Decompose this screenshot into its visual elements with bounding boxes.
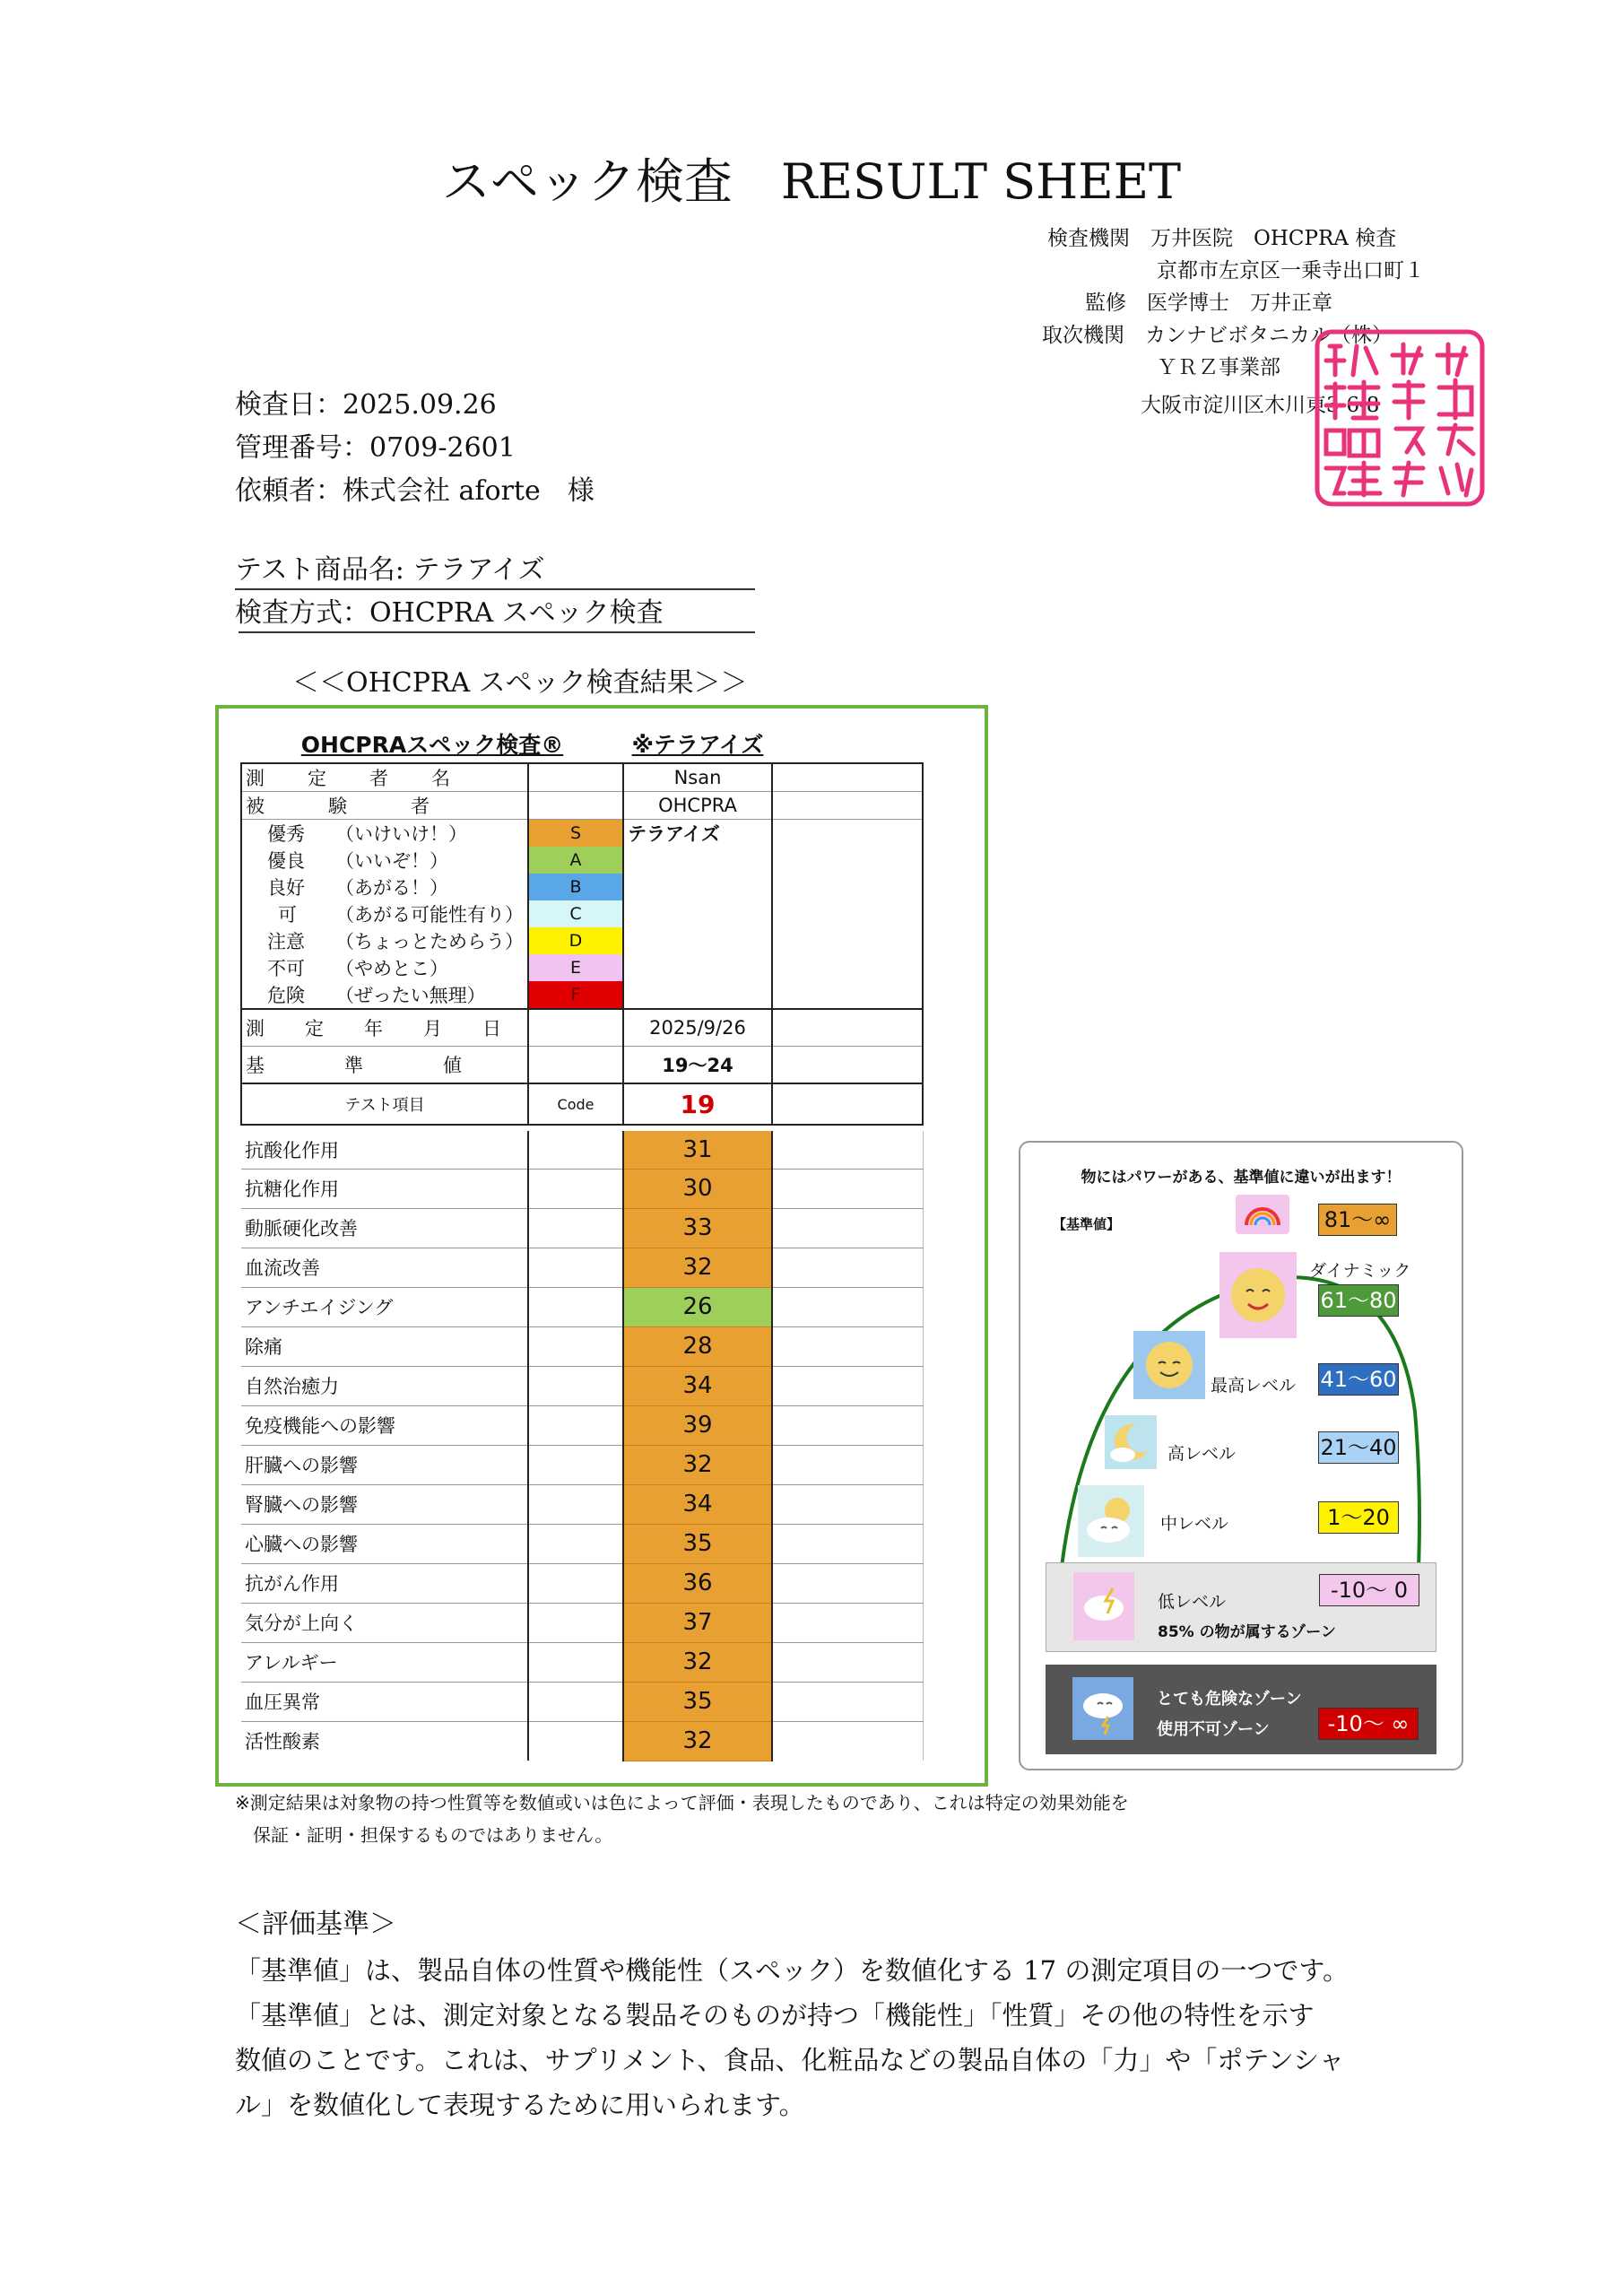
- item-name: アンチエイジング: [241, 1287, 528, 1326]
- item-name: 肝臓への影響: [241, 1445, 528, 1484]
- level-label: 最高レベル: [1211, 1376, 1297, 1396]
- criteria-line: 「基準値」とは、測定対象となる製品そのものが持つ「機能性」「性質」その他の特性を示す: [235, 2000, 1315, 2031]
- page-title: スペック検査 RESULT SHEET: [441, 153, 1182, 210]
- table-row: [241, 1208, 923, 1248]
- criteria-line: 数値のことです。これは、サプリメント、食品、化粧品などの製品自体の「力」や「ポテンシャ: [235, 2045, 1345, 2075]
- table-row: [241, 1484, 923, 1524]
- item-value: 32: [623, 1445, 772, 1484]
- item-value: 32: [623, 1642, 772, 1682]
- grade-name: 不可: [267, 958, 305, 979]
- grade-name: 危険: [267, 985, 305, 1006]
- item-value: 26: [623, 1287, 772, 1326]
- table-row: [241, 1326, 923, 1366]
- grade-desc: （ぜったい無理）: [335, 985, 486, 1006]
- table-row: [241, 1248, 923, 1287]
- table-row: [241, 1603, 923, 1642]
- grade-desc: （いけいけ！）: [335, 823, 467, 845]
- low-zone-note: 85% の物が属するゾーン: [1158, 1623, 1336, 1641]
- client-name: 依頼者：株式会社 aforte 様: [235, 475, 595, 507]
- item-value: 28: [623, 1326, 772, 1366]
- sun-face-icon: [1219, 1252, 1297, 1338]
- danger-zone: [1046, 1665, 1436, 1754]
- item-value: 32: [623, 1248, 772, 1287]
- grade-code-a: A: [528, 847, 623, 874]
- chart-standard-label: 【基準値】: [1053, 1216, 1121, 1232]
- subject-label: 被 験 者: [241, 792, 528, 820]
- item-name: 活性酸素: [245, 1731, 320, 1753]
- table-header-right: ※テラアイズ: [623, 725, 772, 763]
- range-box: 81〜∞: [1318, 1204, 1397, 1236]
- org-division-address: 大阪市淀川区木川東3-6-8: [1141, 394, 1380, 417]
- table-row: [241, 1721, 923, 1761]
- section-title: ＜＜OHCPRA スペック検査結果＞＞: [292, 667, 748, 699]
- grade-desc: （あがる可能性有り）: [335, 904, 524, 926]
- standard-value: 19〜24: [623, 1047, 772, 1084]
- criteria-line: ル」を数値化して表現するために用いられます。: [235, 2090, 805, 2120]
- product-name: テスト商品名: テラアイズ: [235, 554, 545, 586]
- item-name: 自然治癒力: [241, 1366, 528, 1405]
- criteria-title: ＜評価基準＞: [235, 1909, 396, 1940]
- org-supervisor-value: 医学博士 万井正章: [1147, 291, 1332, 315]
- grade-desc: （やめとこ）: [335, 958, 448, 979]
- criteria-body: [235, 1948, 1481, 2127]
- grade-row: [241, 847, 923, 874]
- date-value: 2025/9/26: [623, 1009, 772, 1047]
- item-value: 32: [623, 1721, 772, 1761]
- table-row: [241, 1445, 923, 1484]
- grade-row: [241, 954, 923, 981]
- item-name: 免疫機能への影響: [241, 1405, 528, 1445]
- measurer-label: 測 定 者 名: [241, 763, 528, 792]
- cloud-sun-icon: [1078, 1485, 1144, 1557]
- grade-name: 可: [278, 904, 297, 926]
- grade-code-b: B: [528, 874, 623, 900]
- range-box: 61〜80: [1318, 1284, 1399, 1317]
- item-name: 抗酸化作用: [241, 1131, 528, 1169]
- range-box: 21〜40: [1318, 1431, 1399, 1464]
- grade-name: 優良: [267, 850, 305, 872]
- level-label: ダイナミック: [1309, 1261, 1411, 1281]
- item-value: 33: [623, 1208, 772, 1248]
- criteria-line: 「基準値」は、製品自体の性質や機能性（スペック）を数値化する 17 の測定項目の一つです。: [235, 1955, 1350, 1986]
- table-row: [241, 1131, 923, 1169]
- company-seal-stamp: [1314, 328, 1486, 508]
- grade-row: [241, 874, 923, 900]
- item-value: 39: [623, 1405, 772, 1445]
- grade-desc: （あがる！）: [335, 877, 448, 899]
- low-zone: [1046, 1562, 1436, 1652]
- level-label: 高レベル: [1167, 1444, 1237, 1464]
- grade-row: [241, 981, 923, 1009]
- product-name-cell: テラアイズ: [623, 820, 772, 848]
- danger-note: 使用不可ゾーン: [1157, 1720, 1270, 1739]
- org-agency-value: カンナビボタニカル（株）: [1145, 324, 1393, 347]
- inspection-method: 検査方式：OHCPRA スペック検査: [235, 597, 664, 629]
- grade-code-d: D: [528, 927, 623, 954]
- rainbow-icon: [1236, 1195, 1289, 1234]
- grade-name: 注意: [267, 931, 305, 952]
- range-box: 41〜60: [1318, 1363, 1399, 1396]
- smiling-sun-icon: [1133, 1331, 1205, 1399]
- item-name: アレルギー: [241, 1642, 528, 1682]
- grade-code-f: F: [528, 981, 623, 1009]
- org-address: 京都市左京区一乗寺出口町１: [1157, 259, 1425, 283]
- item-name: 除痛: [241, 1326, 528, 1366]
- item-value: 35: [623, 1682, 772, 1721]
- divider: [239, 631, 755, 633]
- date-label: 測 定 年 月 日: [241, 1009, 528, 1047]
- org-inspection-label: 検査機関: [1047, 227, 1130, 250]
- storm-cloud-icon: [1072, 1677, 1133, 1740]
- range-box: 1〜20: [1318, 1501, 1399, 1534]
- item-name: 血流改善: [241, 1248, 528, 1287]
- table-row: [241, 1563, 923, 1603]
- subject-value: OHCPRA: [623, 792, 772, 820]
- table-row: [241, 1682, 923, 1721]
- range-box: -10〜 ∞: [1318, 1708, 1419, 1740]
- chart-heading: 物にはパワーがある、基準値に違いが出ます！: [1081, 1169, 1402, 1187]
- item-label: テスト項目: [241, 1083, 528, 1125]
- grade-desc: （いいぞ！）: [335, 850, 448, 872]
- item-value: 36: [623, 1563, 772, 1603]
- item-name: 血圧異常: [241, 1682, 528, 1721]
- grade-row: [241, 900, 923, 927]
- table-row: [241, 1524, 923, 1563]
- inspection-date: 検査日：2025.09.26: [235, 389, 497, 421]
- table-row: [241, 1366, 923, 1405]
- item-name: 抗糖化作用: [241, 1169, 528, 1208]
- grade-code-e: E: [528, 954, 623, 981]
- item-value: 34: [623, 1366, 772, 1405]
- control-number: 管理番号：0709-2601: [235, 432, 516, 464]
- table-header-left: OHCPRAスペック検査®: [241, 725, 623, 763]
- grade-code-s: S: [528, 820, 623, 848]
- item-name: 腎臓への影響: [241, 1484, 528, 1524]
- disclaimer-note: [235, 1787, 1129, 1851]
- standard-label: 基 準 値: [241, 1047, 528, 1084]
- item-value: 37: [623, 1603, 772, 1642]
- level-label: とても危険なゾーン: [1157, 1690, 1302, 1709]
- table-row: [241, 1642, 923, 1682]
- item-value: 35: [623, 1524, 772, 1563]
- item-value: 31: [623, 1131, 772, 1169]
- item-value: 30: [623, 1169, 772, 1208]
- code-label: Code: [528, 1083, 623, 1125]
- table-row: [241, 1405, 923, 1445]
- grade-name: 良好: [267, 877, 305, 899]
- item-name: 抗がん作用: [241, 1563, 528, 1603]
- code-value: 19: [623, 1083, 772, 1125]
- org-agency-label: 取次機関: [1042, 324, 1124, 347]
- level-label: 低レベル: [1158, 1592, 1227, 1612]
- level-label: 中レベル: [1160, 1514, 1229, 1534]
- grade-row: [241, 927, 923, 954]
- range-box: -10〜 0: [1319, 1574, 1419, 1606]
- grade-code-c: C: [528, 900, 623, 927]
- org-division: ＹＲＺ事業部: [1157, 356, 1280, 379]
- item-name: 心臓への影響: [241, 1524, 528, 1563]
- disclaimer-line: ※測定結果は対象物の持つ性質等を数値或いは色によって評価・表現したものであり、これは特定の効果効能を: [235, 1792, 1129, 1813]
- item-name: 動脈硬化改善: [241, 1208, 528, 1248]
- org-supervisor-label: 監修: [1085, 291, 1126, 315]
- moon-cloud-icon: [1105, 1415, 1157, 1469]
- item-name: 気分が上向く: [241, 1603, 528, 1642]
- cloud-lightning-icon: [1073, 1572, 1134, 1640]
- item-value: 34: [623, 1484, 772, 1524]
- measurer-value: Nsan: [623, 763, 772, 792]
- table-row: [241, 1169, 923, 1208]
- table-row: [241, 1287, 923, 1326]
- grade-row: [241, 820, 923, 848]
- spec-table: [240, 725, 924, 1761]
- org-inspection-value: 万井医院 OHCPRA 検査: [1150, 227, 1397, 250]
- level-chart-panel: [1019, 1141, 1463, 1770]
- grade-name: 優秀: [267, 823, 305, 845]
- grade-desc: （ちょっとためらう）: [335, 931, 524, 952]
- disclaimer-line: 保証・証明・担保するものではありません。: [253, 1824, 613, 1846]
